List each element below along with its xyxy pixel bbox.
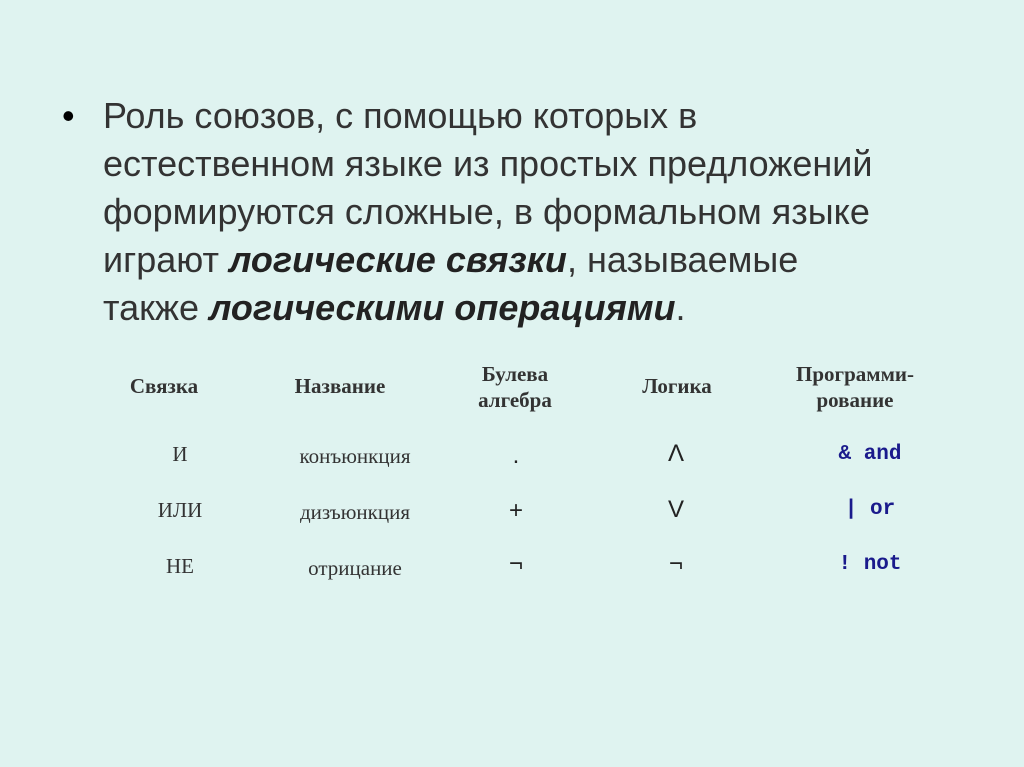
paragraph-line-3: формируются сложные, в формальном языке — [103, 191, 870, 232]
row-3-nazvanie: отрицание — [308, 556, 402, 580]
row-2-nazvanie: дизъюнкция — [300, 500, 410, 524]
header-logic: Логика — [642, 374, 712, 398]
row-3-svyazka: НЕ — [166, 554, 194, 578]
paragraph-line-4 — [103, 236, 983, 284]
header-boolean-algebra — [455, 361, 575, 413]
paragraph-line-2: естественном языке из простых предложений — [103, 143, 873, 184]
paragraph-line-1: Роль союзов, с помощью которых в — [103, 95, 698, 136]
row-1-programming: & and — [838, 443, 902, 466]
term-logical-connectives: логические связки — [228, 239, 567, 280]
line-4-prefix: играют — [103, 239, 229, 280]
row-2-boolean: + — [508, 497, 523, 524]
main-paragraph — [103, 92, 983, 332]
row-2-programming: | or — [844, 498, 896, 521]
header-programming-line-1: Программи- — [796, 362, 914, 386]
header-boolean-line-1: Булева — [481, 362, 549, 386]
header-boolean-line-2: алгебра — [478, 388, 552, 412]
line-5-suffix: . — [675, 287, 686, 328]
row-1-logic: Λ — [667, 440, 685, 467]
term-logical-operations: логическими операциями — [208, 287, 676, 328]
line-4-suffix: , называемые — [566, 239, 799, 280]
bullet-point: • — [62, 95, 75, 136]
row-2-svyazka: ИЛИ — [157, 498, 203, 522]
header-programming — [775, 361, 935, 413]
row-1-svyazka: И — [172, 442, 188, 466]
header-svyazka: Связка — [129, 374, 199, 398]
header-programming-line-2: рование — [816, 388, 894, 412]
line-5-prefix: также — [103, 287, 209, 328]
row-3-logic: ¬ — [668, 550, 683, 577]
row-2-logic: V — [667, 496, 684, 523]
header-nazvanie: Название — [294, 374, 386, 398]
row-1-nazvanie: конъюнкция — [299, 444, 411, 468]
row-3-programming: ! not — [838, 553, 902, 576]
row-3-boolean: ¬ — [508, 550, 523, 577]
paragraph-line-5 — [103, 284, 983, 332]
row-1-boolean: . — [512, 442, 520, 469]
